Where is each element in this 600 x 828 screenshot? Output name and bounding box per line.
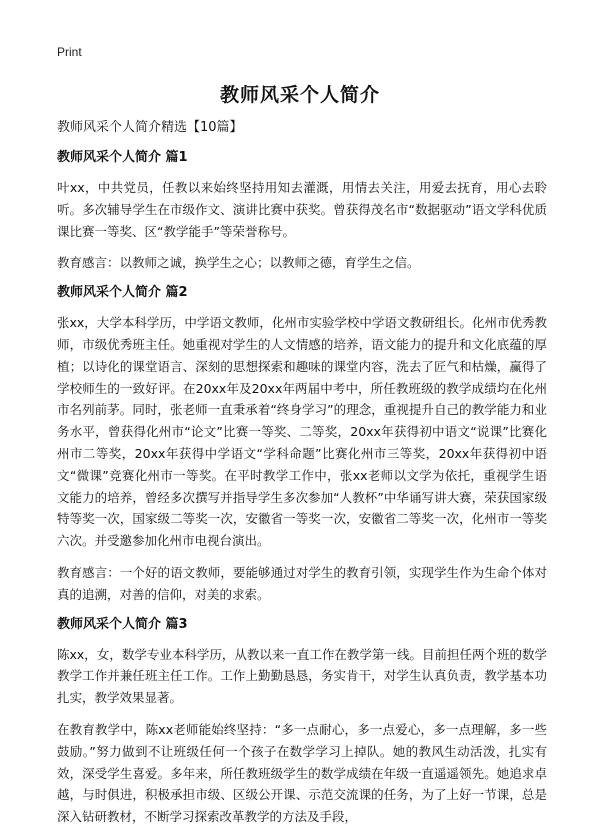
article-subtitle: 教师风采个人简介精选【10篇】 bbox=[57, 120, 243, 135]
section-1-paragraph-1: 叶xx，中共党员，任教以来始终坚持用知去灌溉，用情去关注，用爱去抚育，用心去聆听。多次辅导学生在市级作文、演讲比赛中获奖。曾获得茂名市“数据驱动”语文学科优质课比赛一等奖、区“教学能手”等荣誉称号。 bbox=[57, 180, 547, 239]
article-body bbox=[57, 119, 547, 828]
section-heading-3: 教师风采个人简介 篇3 bbox=[57, 616, 188, 632]
print-label[interactable]: Print bbox=[57, 45, 82, 59]
section-heading-1: 教师风采个人简介 篇1 bbox=[57, 150, 188, 165]
page-title: 教师风采个人简介 bbox=[219, 84, 380, 106]
section-2-paragraph-2: 教育感言：一个好的语文教师，要能够通过对学生的教育引领，实现学生作为生命个体对真的追溯，对善的信仰，对美的求索。 bbox=[57, 564, 547, 602]
section-heading-2: 教师风采个人简介 篇2 bbox=[57, 285, 188, 301]
section-3-paragraph-2: 在教育教学中，陈xx老师能始终坚持：“多一点耐心，多一点爱心，多一点理解，多一些鼓励。”努力做到不让班级任何一个孩子在数学学习上掉队。她的教风生动活泼，扎实有效，深受学生喜爱。多年来，所任教班级学生的数学成绩在年级一直遥遥领先。她追求卓越，与时俱进，积极承担市级、区级公开课、示范交流课的任务，为了上好一节课，总是深入钻研教材，不断学习探索改革教学的方法及手段， bbox=[57, 721, 547, 825]
section-3-paragraph-1: 陈xx，女，数学专业本科学历，从教以来一直工作在教学第一线。目前担任两个班的数学教学工作并兼任班主任工作。工作上勤勤恳恳，务实肯干，对学生认真负责，教学基本功扎实，教学效果显著。 bbox=[57, 646, 547, 706]
section-1-paragraph-2: 教育感言：以教师之诚，换学生之心；以教师之德，育学生之信。 bbox=[57, 255, 420, 271]
section-2-paragraph-1: 张xx，大学本科学历，中学语文教师，化州市实验学校中学语文教研组长。化州市优秀教师，市级优秀班主任。她重视对学生的人文情感的培养，语文能力的提升和文化底蕴的厚植；以诗化的课堂语言、深刻的思想探索和趣味的课堂内容，洗去了匠气和枯燥，赢得了学校师生的一致好评。在20xx年及20xx年两届中考中，所任教班级的教学成绩均在化州市名列前茅。同时，张老师一直秉承着“终身学习”的理念，重视提升自己的教学能力和业务水平，曾获得化州市“论文”比赛一等奖、二等奖，20xx年获得初中语文“说课”比赛化州市二等奖，20xx年获得中学语文“学科命题”比赛化州市三等奖，20xx年获得初中语文“微课”竞赛化州市一等奖。在平时教学工作中，张xx老师以文学为依托，重视学生语文能力的培养，曾经多次撰写并指导学生多次参加“人教杯”中华诵写讲大赛，荣获国家级特等奖一次，国家级二等奖一次，安徽省一等奖一次，安徽省二等奖一次，化州市一等奖六次。并受邀参加化州市电视台演出。 bbox=[57, 315, 547, 549]
